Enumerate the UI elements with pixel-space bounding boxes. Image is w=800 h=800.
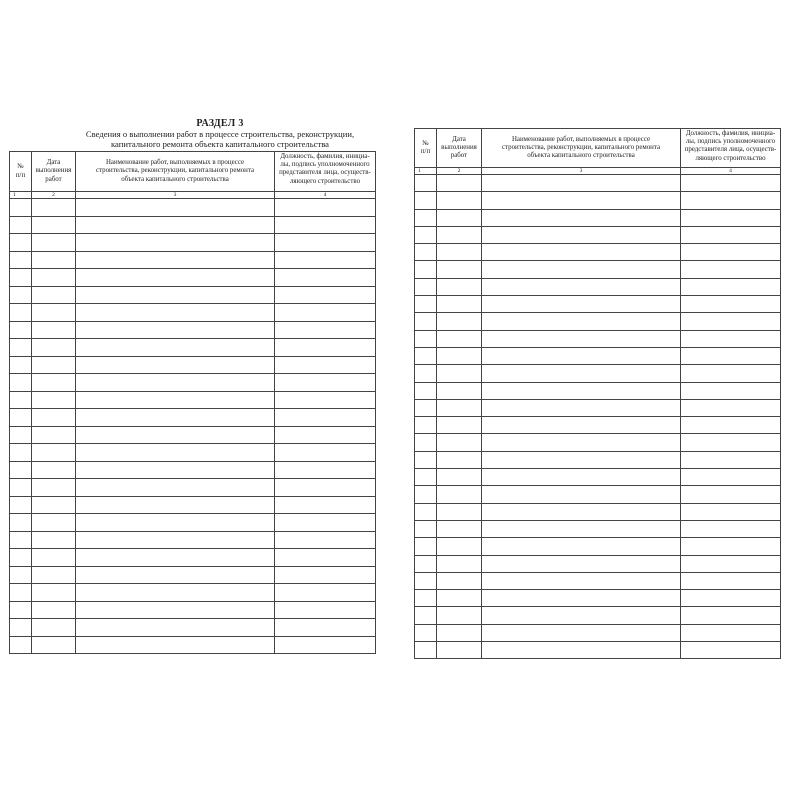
table-row <box>415 209 781 226</box>
cell-work-name[interactable] <box>76 461 275 479</box>
cell-signatory[interactable] <box>681 642 781 659</box>
cell-number[interactable] <box>10 426 32 444</box>
cell-number[interactable] <box>10 269 32 287</box>
cell-work-name[interactable] <box>482 192 681 209</box>
cell-signatory[interactable] <box>681 261 781 278</box>
table-row <box>415 278 781 295</box>
cell-date[interactable] <box>32 339 76 357</box>
cell-number[interactable] <box>415 244 437 261</box>
cell-signatory[interactable] <box>681 347 781 364</box>
cell-work-name[interactable] <box>482 486 681 503</box>
cell-work-name[interactable] <box>76 356 275 374</box>
header-signatory: Должность, фамилия, инициа- лы, подпись уполномоченного представителя лица, осуществ- ляющего строительство <box>275 152 376 192</box>
cell-work-name[interactable] <box>482 572 681 589</box>
cell-number[interactable] <box>415 209 437 226</box>
cell-signatory[interactable] <box>275 584 376 602</box>
cell-signatory[interactable] <box>275 409 376 427</box>
table-row <box>10 479 376 497</box>
cell-signatory[interactable] <box>681 469 781 486</box>
cell-work-name[interactable] <box>76 374 275 392</box>
cell-signatory[interactable] <box>275 619 376 637</box>
cell-date[interactable] <box>32 566 76 584</box>
cell-signatory[interactable] <box>275 514 376 532</box>
header-work-name: Наименование работ, выполняемых в процессе строительства, реконструкции, капитального ремонта объекта капитального строительства <box>482 129 681 168</box>
cell-date[interactable] <box>32 514 76 532</box>
cell-number[interactable] <box>415 226 437 243</box>
table-row <box>415 192 781 209</box>
cell-work-name[interactable] <box>76 479 275 497</box>
table-row <box>10 216 376 234</box>
subtitle-line-2: капитального ремонта объекта капитального строительства <box>111 139 329 149</box>
cell-work-name[interactable] <box>76 286 275 304</box>
cell-work-name[interactable] <box>482 365 681 382</box>
cell-number[interactable] <box>415 278 437 295</box>
table-row <box>10 619 376 637</box>
cell-number[interactable] <box>10 286 32 304</box>
cell-signatory[interactable] <box>275 444 376 462</box>
cell-date[interactable] <box>437 313 482 330</box>
cell-signatory[interactable] <box>275 636 376 654</box>
cell-work-name[interactable] <box>76 584 275 602</box>
table-row <box>10 374 376 392</box>
cell-work-name[interactable] <box>482 313 681 330</box>
column-number-3: 3 <box>76 192 275 199</box>
cell-number[interactable] <box>415 296 437 313</box>
cell-work-name[interactable] <box>482 590 681 607</box>
cell-work-name[interactable] <box>76 549 275 567</box>
cell-number[interactable] <box>415 469 437 486</box>
table-row <box>10 496 376 514</box>
table-row <box>10 444 376 462</box>
table-row <box>415 261 781 278</box>
cell-number[interactable] <box>10 636 32 654</box>
cell-work-name[interactable] <box>482 503 681 520</box>
cell-date[interactable] <box>437 209 482 226</box>
cell-date[interactable] <box>437 175 482 192</box>
cell-work-name[interactable] <box>76 321 275 339</box>
cell-date[interactable] <box>437 417 482 434</box>
table-row <box>10 461 376 479</box>
cell-signatory[interactable] <box>275 601 376 619</box>
table-row <box>415 382 781 399</box>
cell-number[interactable] <box>10 531 32 549</box>
cell-number[interactable] <box>415 330 437 347</box>
cell-signatory[interactable] <box>275 321 376 339</box>
cell-date[interactable] <box>32 374 76 392</box>
cell-work-name[interactable] <box>482 278 681 295</box>
cell-date[interactable] <box>32 496 76 514</box>
table-row <box>415 296 781 313</box>
cell-date[interactable] <box>437 278 482 295</box>
table-row <box>415 572 781 589</box>
cell-work-name[interactable] <box>76 566 275 584</box>
cell-date[interactable] <box>437 624 482 641</box>
header-date: Дата выполнения работ <box>32 152 76 192</box>
cell-signatory[interactable] <box>681 607 781 624</box>
table-row <box>10 339 376 357</box>
cell-number[interactable] <box>415 590 437 607</box>
cell-number[interactable] <box>10 251 32 269</box>
cell-work-name[interactable] <box>76 619 275 637</box>
table-row <box>415 313 781 330</box>
table-row <box>415 244 781 261</box>
table-row <box>10 269 376 287</box>
cell-work-name[interactable] <box>482 209 681 226</box>
cell-number[interactable] <box>10 216 32 234</box>
column-number-2: 2 <box>32 192 76 199</box>
cell-number[interactable] <box>10 321 32 339</box>
cell-number[interactable] <box>415 347 437 364</box>
table-row <box>415 469 781 486</box>
cell-date[interactable] <box>437 555 482 572</box>
cell-work-name[interactable] <box>76 251 275 269</box>
cell-number[interactable] <box>415 572 437 589</box>
cell-date[interactable] <box>437 261 482 278</box>
cell-number[interactable] <box>10 391 32 409</box>
cell-date[interactable] <box>437 434 482 451</box>
cell-number[interactable] <box>10 601 32 619</box>
table-row <box>415 486 781 503</box>
cell-work-name[interactable] <box>76 234 275 252</box>
cell-number[interactable] <box>415 434 437 451</box>
cell-date[interactable] <box>437 451 482 468</box>
cell-signatory[interactable] <box>681 486 781 503</box>
cell-work-name[interactable] <box>482 347 681 364</box>
cell-date[interactable] <box>437 520 482 537</box>
cell-work-name[interactable] <box>76 339 275 357</box>
cell-number[interactable] <box>10 234 32 252</box>
cell-date[interactable] <box>32 286 76 304</box>
cell-work-name[interactable] <box>76 304 275 322</box>
cell-signatory[interactable] <box>275 269 376 287</box>
cell-work-name[interactable] <box>482 175 681 192</box>
table-row <box>415 347 781 364</box>
header-number: № п/п <box>415 129 437 168</box>
table-row <box>415 330 781 347</box>
cell-date[interactable] <box>437 347 482 364</box>
cell-number[interactable] <box>415 607 437 624</box>
cell-date[interactable] <box>32 199 76 217</box>
table-row <box>10 601 376 619</box>
cell-signatory[interactable] <box>681 538 781 555</box>
cell-number[interactable] <box>10 566 32 584</box>
cell-date[interactable] <box>437 572 482 589</box>
cell-date[interactable] <box>32 426 76 444</box>
cell-date[interactable] <box>32 251 76 269</box>
cell-number[interactable] <box>415 417 437 434</box>
right-page <box>400 0 800 800</box>
cell-signatory[interactable] <box>275 496 376 514</box>
table-row <box>10 321 376 339</box>
cell-work-name[interactable] <box>482 451 681 468</box>
cell-signatory[interactable] <box>275 356 376 374</box>
cell-signatory[interactable] <box>681 555 781 572</box>
cell-date[interactable] <box>437 607 482 624</box>
cell-date[interactable] <box>437 226 482 243</box>
cell-date[interactable] <box>32 321 76 339</box>
header-number: № п/п <box>10 152 32 192</box>
cell-date[interactable] <box>437 538 482 555</box>
column-number-3: 3 <box>482 168 681 175</box>
cell-number[interactable] <box>10 199 32 217</box>
table-row <box>10 584 376 602</box>
cell-number[interactable] <box>415 642 437 659</box>
cell-number[interactable] <box>415 382 437 399</box>
cell-signatory[interactable] <box>275 479 376 497</box>
cell-signatory[interactable] <box>681 313 781 330</box>
table-row <box>415 607 781 624</box>
cell-signatory[interactable] <box>681 434 781 451</box>
cell-number[interactable] <box>10 479 32 497</box>
cell-signatory[interactable] <box>681 278 781 295</box>
column-number-2: 2 <box>437 168 482 175</box>
cell-signatory[interactable] <box>681 572 781 589</box>
column-number-4: 4 <box>681 168 781 175</box>
cell-work-name[interactable] <box>482 434 681 451</box>
cell-signatory[interactable] <box>681 520 781 537</box>
cell-signatory[interactable] <box>681 244 781 261</box>
table-body-left <box>10 199 376 654</box>
cell-number[interactable] <box>415 555 437 572</box>
cell-work-name[interactable] <box>482 399 681 416</box>
table-row <box>415 451 781 468</box>
table-row <box>10 514 376 532</box>
cell-work-name[interactable] <box>76 391 275 409</box>
cell-work-name[interactable] <box>76 636 275 654</box>
table-row <box>415 365 781 382</box>
cell-date[interactable] <box>32 304 76 322</box>
cell-number[interactable] <box>415 261 437 278</box>
cell-signatory[interactable] <box>681 590 781 607</box>
table-row <box>10 234 376 252</box>
cell-work-name[interactable] <box>482 296 681 313</box>
cell-number[interactable] <box>415 175 437 192</box>
cell-signatory[interactable] <box>681 399 781 416</box>
cell-number[interactable] <box>415 520 437 537</box>
table-row <box>10 391 376 409</box>
cell-work-name[interactable] <box>76 216 275 234</box>
cell-number[interactable] <box>10 356 32 374</box>
cell-signatory[interactable] <box>275 461 376 479</box>
cell-number[interactable] <box>10 619 32 637</box>
table-body-right <box>415 175 781 659</box>
cell-work-name[interactable] <box>76 531 275 549</box>
table-row <box>10 356 376 374</box>
cell-number[interactable] <box>415 399 437 416</box>
header-signatory: Должность, фамилия, инициа- лы, подпись уполномоченного представителя лица, осуществ- ляющего строительство <box>681 129 781 168</box>
cell-number[interactable] <box>10 339 32 357</box>
cell-number[interactable] <box>10 304 32 322</box>
cell-number[interactable] <box>415 192 437 209</box>
cell-signatory[interactable] <box>275 339 376 357</box>
table-row <box>415 175 781 192</box>
cell-signatory[interactable] <box>681 624 781 641</box>
cell-signatory[interactable] <box>681 503 781 520</box>
cell-signatory[interactable] <box>275 216 376 234</box>
cell-signatory[interactable] <box>681 209 781 226</box>
cell-work-name[interactable] <box>482 417 681 434</box>
table-row <box>415 226 781 243</box>
cell-work-name[interactable] <box>482 538 681 555</box>
cell-number[interactable] <box>10 584 32 602</box>
column-number-1: 1 <box>10 192 32 199</box>
cell-date[interactable] <box>437 469 482 486</box>
cell-work-name[interactable] <box>76 426 275 444</box>
section-subtitle <box>40 129 400 149</box>
column-number-1: 1 <box>415 168 437 175</box>
cell-number[interactable] <box>415 503 437 520</box>
works-table-right <box>414 128 781 659</box>
table-row <box>415 399 781 416</box>
cell-signatory[interactable] <box>681 226 781 243</box>
cell-number[interactable] <box>10 444 32 462</box>
cell-number[interactable] <box>415 538 437 555</box>
cell-number[interactable] <box>415 624 437 641</box>
subtitle-line-1: Сведения о выполнении работ в процессе строительства, реконструкции, <box>85 129 355 139</box>
cell-signatory[interactable] <box>681 330 781 347</box>
table-row <box>10 531 376 549</box>
table-row <box>10 566 376 584</box>
cell-date[interactable] <box>32 269 76 287</box>
cell-signatory[interactable] <box>681 192 781 209</box>
cell-work-name[interactable] <box>76 601 275 619</box>
header-work-name: Наименование работ, выполняемых в процессе строительства, реконструкции, капитального ремонта объекта капитального строительства <box>76 152 275 192</box>
table-row <box>10 251 376 269</box>
cell-date[interactable] <box>32 549 76 567</box>
section-title: РАЗДЕЛ 3 <box>196 118 244 129</box>
cell-signatory[interactable] <box>275 426 376 444</box>
cell-date[interactable] <box>437 503 482 520</box>
cell-work-name[interactable] <box>482 261 681 278</box>
cell-date[interactable] <box>32 216 76 234</box>
cell-signatory[interactable] <box>275 286 376 304</box>
cell-date[interactable] <box>32 409 76 427</box>
cell-number[interactable] <box>10 461 32 479</box>
cell-date[interactable] <box>32 619 76 637</box>
cell-signatory[interactable] <box>275 549 376 567</box>
cell-work-name[interactable] <box>76 444 275 462</box>
cell-work-name[interactable] <box>482 555 681 572</box>
cell-signatory[interactable] <box>275 199 376 217</box>
cell-number[interactable] <box>10 514 32 532</box>
cell-date[interactable] <box>437 296 482 313</box>
table-row <box>415 624 781 641</box>
table-row <box>415 434 781 451</box>
cell-number[interactable] <box>10 374 32 392</box>
cell-signatory[interactable] <box>275 304 376 322</box>
table-row <box>10 636 376 654</box>
cell-work-name[interactable] <box>482 382 681 399</box>
cell-number[interactable] <box>10 409 32 427</box>
table-row <box>415 590 781 607</box>
cell-number[interactable] <box>10 549 32 567</box>
cell-work-name[interactable] <box>76 199 275 217</box>
header-date: Дата выполнения работ <box>437 129 482 168</box>
cell-work-name[interactable] <box>482 226 681 243</box>
cell-signatory[interactable] <box>681 175 781 192</box>
column-number-4: 4 <box>275 192 376 199</box>
cell-signatory[interactable] <box>681 451 781 468</box>
cell-date[interactable] <box>32 584 76 602</box>
cell-signatory[interactable] <box>275 251 376 269</box>
cell-date[interactable] <box>437 642 482 659</box>
cell-date[interactable] <box>32 531 76 549</box>
cell-number[interactable] <box>415 451 437 468</box>
cell-signatory[interactable] <box>275 234 376 252</box>
table-row <box>415 503 781 520</box>
cell-date[interactable] <box>437 399 482 416</box>
table-row <box>10 426 376 444</box>
table-row <box>415 520 781 537</box>
cell-signatory[interactable] <box>681 417 781 434</box>
cell-date[interactable] <box>437 192 482 209</box>
cell-work-name[interactable] <box>482 520 681 537</box>
cell-signatory[interactable] <box>275 531 376 549</box>
cell-date[interactable] <box>32 444 76 462</box>
cell-signatory[interactable] <box>681 296 781 313</box>
cell-signatory[interactable] <box>275 566 376 584</box>
cell-date[interactable] <box>32 391 76 409</box>
cell-number[interactable] <box>415 313 437 330</box>
cell-date[interactable] <box>32 636 76 654</box>
cell-number[interactable] <box>10 496 32 514</box>
works-table-left <box>9 151 376 654</box>
cell-work-name[interactable] <box>76 514 275 532</box>
cell-work-name[interactable] <box>76 409 275 427</box>
cell-date[interactable] <box>437 330 482 347</box>
table-row <box>415 417 781 434</box>
cell-signatory[interactable] <box>275 391 376 409</box>
cell-number[interactable] <box>415 486 437 503</box>
cell-date[interactable] <box>437 382 482 399</box>
cell-date[interactable] <box>437 365 482 382</box>
table-row <box>10 304 376 322</box>
cell-work-name[interactable] <box>76 269 275 287</box>
table-row <box>415 538 781 555</box>
cell-work-name[interactable] <box>482 607 681 624</box>
cell-date[interactable] <box>437 486 482 503</box>
table-row <box>10 549 376 567</box>
cell-number[interactable] <box>415 365 437 382</box>
cell-work-name[interactable] <box>482 469 681 486</box>
cell-date[interactable] <box>437 590 482 607</box>
cell-signatory[interactable] <box>275 374 376 392</box>
cell-work-name[interactable] <box>482 642 681 659</box>
cell-signatory[interactable] <box>681 365 781 382</box>
table-row <box>10 199 376 217</box>
cell-work-name[interactable] <box>482 244 681 261</box>
cell-date[interactable] <box>32 461 76 479</box>
cell-date[interactable] <box>437 244 482 261</box>
cell-work-name[interactable] <box>482 330 681 347</box>
table-row <box>10 286 376 304</box>
cell-date[interactable] <box>32 479 76 497</box>
table-row <box>415 642 781 659</box>
cell-date[interactable] <box>32 356 76 374</box>
cell-date[interactable] <box>32 601 76 619</box>
cell-date[interactable] <box>32 234 76 252</box>
cell-work-name[interactable] <box>76 496 275 514</box>
table-row <box>415 555 781 572</box>
table-row <box>10 409 376 427</box>
cell-work-name[interactable] <box>482 624 681 641</box>
cell-signatory[interactable] <box>681 382 781 399</box>
